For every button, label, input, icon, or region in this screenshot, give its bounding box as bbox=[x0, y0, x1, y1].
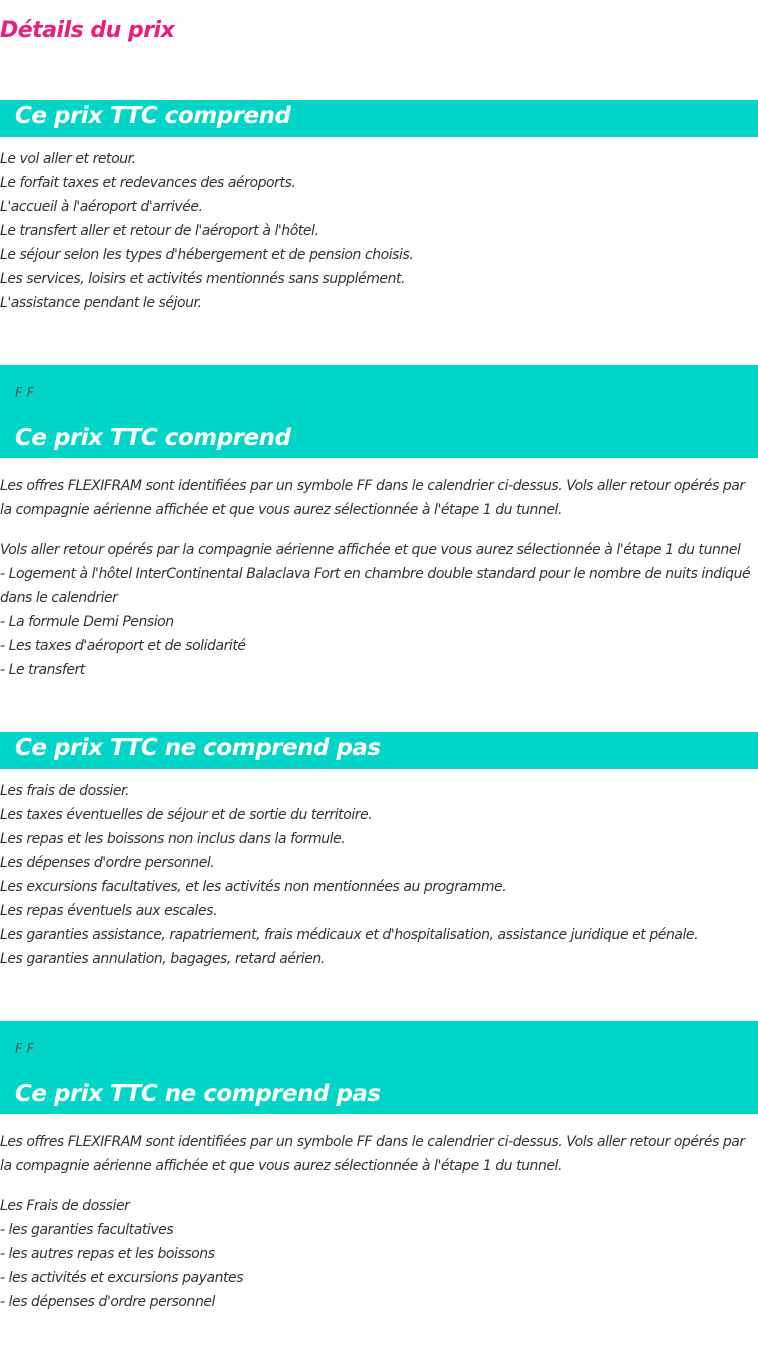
section-title-includes: Ce prix TTC comprend bbox=[15, 103, 291, 129]
list-item: Les repas et les boissons non inclus dans la formule. bbox=[0, 831, 346, 847]
ff-intro-text: Les offres FLEXIFRAM sont identifiées par un symbole FF dans le calendrier ci-dessus. Vols aller retour opérés par la compagnie aérienne affichée et que vous aurez sélectionnée à l'étape 1 du tunnel. bbox=[0, 478, 745, 518]
list-item: - les dépenses d'ordre personnel bbox=[0, 1294, 216, 1310]
list-item: - Les taxes d'aéroport et de solidarité bbox=[0, 638, 246, 654]
section-title-ff-excludes: Ce prix TTC ne comprend pas bbox=[15, 1081, 381, 1107]
section-title-ff-includes: Ce prix TTC comprend bbox=[15, 425, 291, 451]
list-item: - Logement à l'hôtel InterContinental Balaclava Fort en chambre double standard pour le nombre de nuits indiqué dans le calendrier bbox=[0, 566, 751, 606]
list-item: Les garanties assistance, rapatriement, frais médicaux et d'hospitalisation, assistance juridique et pénale. bbox=[0, 927, 699, 943]
list-item: Les repas éventuels aux escales. bbox=[0, 903, 217, 919]
ff-intro-text: Les offres FLEXIFRAM sont identifiées par un symbole FF dans le calendrier ci-dessus. Vols aller retour opérés par la compagnie aérienne affichée et que vous aurez sélectionnée à l'étape 1 du tunnel. bbox=[0, 1134, 745, 1174]
section-title-excludes: Ce prix TTC ne comprend pas bbox=[15, 735, 381, 761]
excludes-list bbox=[0, 779, 758, 971]
ff-includes-intro bbox=[0, 474, 758, 522]
list-item: L'assistance pendant le séjour. bbox=[0, 295, 202, 311]
ff-badge: F F bbox=[15, 386, 35, 401]
page-title: Détails du prix bbox=[0, 18, 175, 43]
list-item: Les dépenses d'ordre personnel. bbox=[0, 855, 215, 871]
list-item: Les taxes éventuelles de séjour et de sortie du territoire. bbox=[0, 807, 373, 823]
list-item: Les garanties annulation, bagages, retard aérien. bbox=[0, 951, 325, 967]
ff-includes-list bbox=[0, 538, 758, 682]
list-item: Les frais de dossier. bbox=[0, 783, 130, 799]
list-item: Le forfait taxes et redevances des aéroports. bbox=[0, 175, 296, 191]
list-item: Le séjour selon les types d'hébergement et de pension choisis. bbox=[0, 247, 414, 263]
list-item: - La formule Demi Pension bbox=[0, 614, 174, 630]
section-header-includes bbox=[0, 100, 758, 137]
list-item: - les activités et excursions payantes bbox=[0, 1270, 244, 1286]
list-item: Vols aller retour opérés par la compagnie aérienne affichée et que vous aurez sélectionnée à l'étape 1 du tunnel bbox=[0, 542, 741, 558]
list-item: Le transfert aller et retour de l'aéroport à l'hôtel. bbox=[0, 223, 319, 239]
includes-list bbox=[0, 147, 758, 315]
list-item: Les Frais de dossier bbox=[0, 1198, 130, 1214]
ff-badge: F F bbox=[15, 1042, 35, 1057]
list-item: L'accueil à l'aéroport d'arrivée. bbox=[0, 199, 203, 215]
list-item: Les excursions facultatives, et les activités non mentionnées au programme. bbox=[0, 879, 507, 895]
list-item: - Le transfert bbox=[0, 662, 85, 678]
section-header-excludes bbox=[0, 732, 758, 769]
section-header-ff-excludes bbox=[0, 1021, 758, 1114]
list-item: Les services, loisirs et activités mentionnés sans supplément. bbox=[0, 271, 406, 287]
ff-excludes-intro bbox=[0, 1130, 758, 1178]
list-item: - les autres repas et les boissons bbox=[0, 1246, 215, 1262]
ff-excludes-list bbox=[0, 1194, 758, 1314]
list-item: - les garanties facultatives bbox=[0, 1222, 174, 1238]
list-item: Le vol aller et retour. bbox=[0, 151, 136, 167]
section-header-ff-includes bbox=[0, 365, 758, 458]
